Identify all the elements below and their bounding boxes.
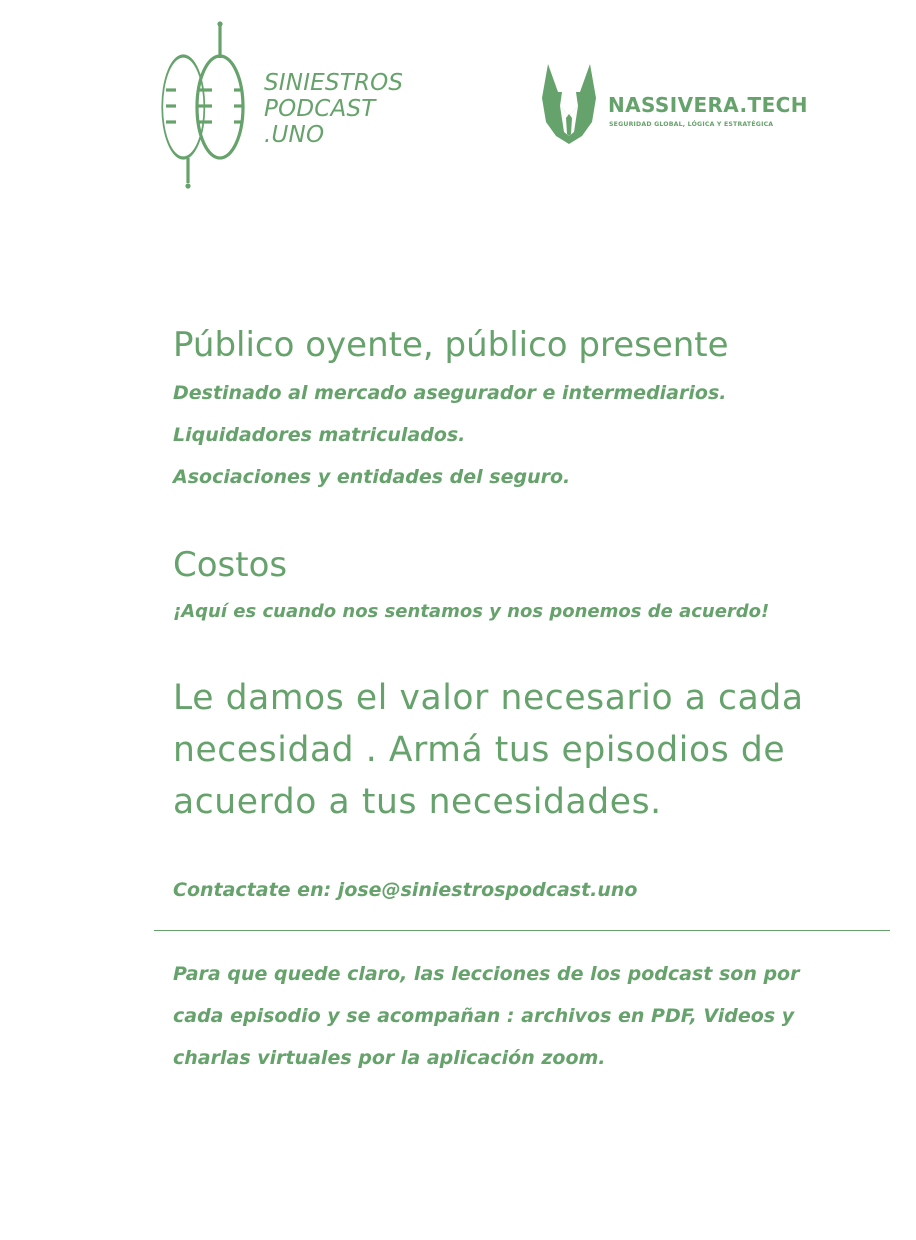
header-logos <box>0 0 916 210</box>
main-content <box>173 318 873 901</box>
note-line: Para que quede claro, las lecciones de los podcast son por <box>173 963 800 985</box>
wolf-head-icon <box>538 62 600 146</box>
microphone-dual-loop-icon <box>160 18 260 196</box>
podcast-wordmark-line: PODCAST <box>264 96 376 122</box>
note-line: cada episodio y se acompañan : archivos en PDF, Videos y <box>173 1005 795 1027</box>
partner-brand-tagline: SEGURIDAD GLOBAL, LÓGICA Y ESTRATÉGICA <box>609 121 774 128</box>
note-line: charlas virtuales por la aplicación zoom. <box>173 1047 606 1069</box>
podcast-wordmark-line: .UNO <box>264 122 325 148</box>
podcast-wordmark-line: SINIESTROS <box>264 70 404 96</box>
value-statement-line: acuerdo a tus necesidades. <box>173 782 662 822</box>
section-divider <box>154 930 890 931</box>
audience-item: Asociaciones y entidades del seguro. <box>173 466 571 488</box>
audience-item: Liquidadores matriculados. <box>173 424 466 446</box>
audience-title: Público oyente, público presente <box>173 325 729 365</box>
siniestros-podcast-logo <box>160 18 430 196</box>
partner-brand-name: NASSIVERA.TECH <box>608 93 808 117</box>
costs-tagline: ¡Aquí es cuando nos sentamos y nos ponemos de acuerdo! <box>173 601 770 622</box>
clarification-note <box>173 953 863 1079</box>
contact-line: Contactate en: jose@siniestrospodcast.uno <box>173 879 638 901</box>
audience-item: Destinado al mercado asegurador e intermediarios. <box>173 382 727 404</box>
podcast-wordmark <box>264 70 403 148</box>
nassivera-logo <box>538 62 818 146</box>
value-statement-line: Le damos el valor necesario a cada <box>173 678 804 718</box>
value-statement <box>173 672 873 828</box>
value-statement-line: necesidad . Armá tus episodios de <box>173 730 786 770</box>
costs-title: Costos <box>173 545 288 585</box>
